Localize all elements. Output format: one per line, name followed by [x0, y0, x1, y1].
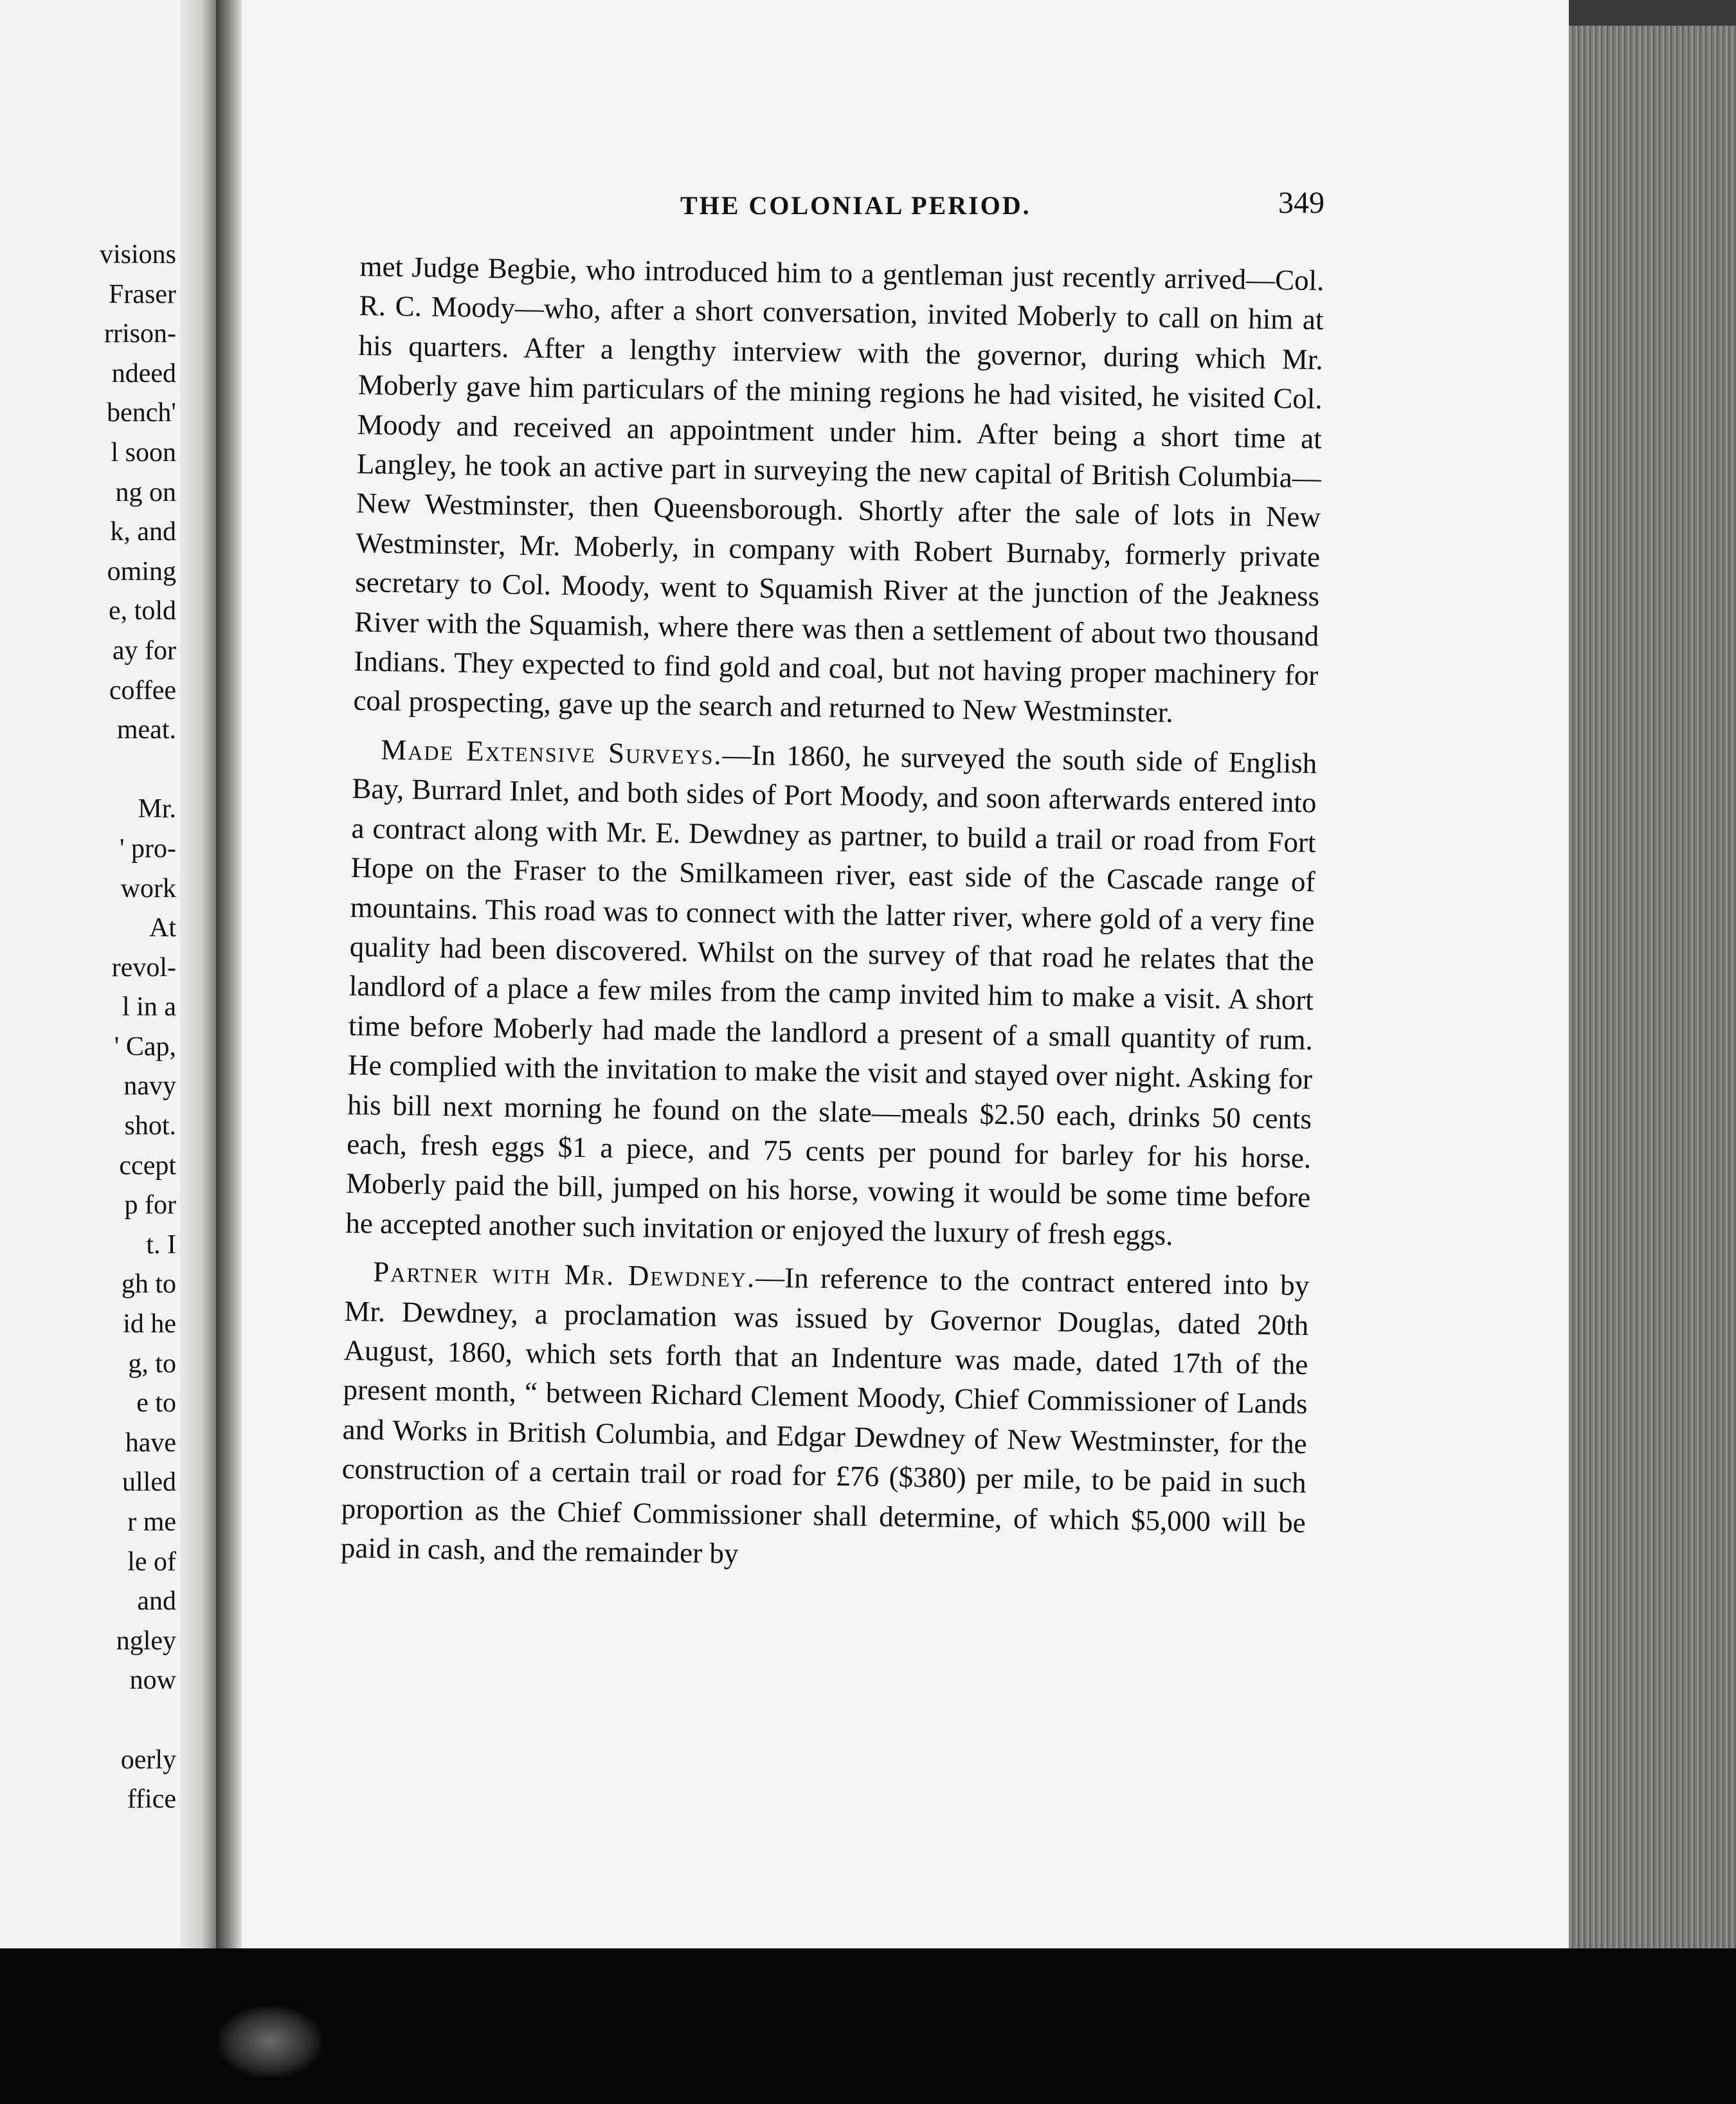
paragraph-partner-with-dewdney: [341, 1252, 1310, 1582]
page-number: 349: [1278, 186, 1325, 220]
previous-page-line: ulled: [122, 1467, 176, 1498]
previous-page-line: l soon: [111, 437, 176, 467]
paragraph-made-extensive-surveys: [345, 730, 1317, 1257]
previous-page-line: ngley: [116, 1626, 176, 1656]
previous-page-line: ndeed: [111, 358, 176, 388]
previous-page-line: oerly: [120, 1745, 176, 1775]
previous-page-line: p for: [124, 1190, 176, 1220]
previous-page-line: revol-: [111, 952, 176, 983]
previous-page-line: k, and: [110, 517, 176, 547]
previous-page-line: ccept: [119, 1150, 176, 1181]
previous-page-line: At: [149, 913, 176, 943]
previous-page-line: g, to: [128, 1348, 176, 1379]
previous-page-line: shot.: [124, 1111, 176, 1141]
previous-page-blank-line: [22, 750, 176, 790]
previous-page-line: e, told: [109, 596, 176, 626]
section-text-made-extensive-surveys: —In 1860, he surveyed the south side of English Bay, Burrard Inlet, and both sides of Port Moody, and soon afterwards entered into a contract along with Mr. E. Dewdney as partner, to build a trail or road from Fort Hope on the Fraser to the Smilkameen river, east side of the Cascade range of mountains. This road was to connect with the latter river, where gold of a very fine quality had been discovered. Whilst on the survey of that road he relates that the landlord of a place a few miles from the camp invited him to make a visit. A short time before Moberly had made the landlord a present of a small quantity of rum. He complied with the invitation to make the visit and stayed over night. Asking for his bill next morning he found on the slate—meals $2.50 each, drinks 50 cents each, fresh eggs $1 a piece, and 75 cents per pound for barley for his horse. Moberly paid the bill, jumped on his horse, vowing it would be some time before he accepted another such invitation or enjoyed the luxury of fresh eggs.: [345, 738, 1317, 1251]
previous-page-line: ffice: [127, 1784, 176, 1815]
previous-page-line: work: [120, 873, 176, 903]
previous-page-line: id he: [123, 1309, 176, 1339]
previous-page-blank-line: [22, 1701, 176, 1741]
previous-page-line: navy: [123, 1071, 176, 1102]
section-heading-partner-with-dewdney: Partner with Mr. Dewdney.: [372, 1255, 756, 1294]
previous-page-line: r me: [127, 1507, 176, 1537]
previous-page-fragment: [0, 0, 216, 1948]
previous-page-line: ' pro-: [119, 833, 176, 864]
previous-page-line: coffee: [109, 675, 176, 705]
previous-page-line: bench': [107, 398, 176, 428]
page-block-edges: [1569, 26, 1736, 1961]
previous-page-line: Mr.: [138, 794, 176, 824]
previous-page-line: e to: [136, 1388, 176, 1419]
page-body-text: [341, 247, 1325, 1582]
previous-page-line: ng on: [115, 477, 176, 507]
paragraph-continuation: met Judge Begbie, who introduced him to a gentleman just recently arrived—Col. R. C. Moody—who, after a short conversation, invited Moberly to call on him at his quarters. After a lengthy interview with the governor, during which Mr. Moberly gave him particulars of the mining regions he had visited, he visited Col. Moody and received an appointment under him. After being a short time at Langley, he took an active part in surveying the new capital of British Columbia—New Westminster, then Queensborough. Shortly after the sale of lots in New Westminster, Mr. Moberly, in company with Robert Burnaby, formerly private secretary to Col. Moody, went to Squamish River at the junction of the Jeakness River with the Squamish, where there was then a settlement of about two thousand Indians. They expected to find gold and coal, but not having proper machinery for coal prospecting, gave up the search and returned to New Westminster.: [353, 249, 1325, 729]
previous-page-text-column: [22, 235, 176, 1820]
previous-page-line: visions: [99, 240, 176, 269]
previous-page-line: Fraser: [109, 279, 176, 309]
running-header-title: THE COLONIAL PERIOD.: [680, 191, 1031, 220]
previous-page-line: meat.: [116, 715, 176, 745]
previous-page-line: now: [129, 1665, 176, 1696]
previous-page-line: le of: [127, 1546, 176, 1577]
left-page-gutter-shadow: [180, 0, 216, 1948]
previous-page-line: oming: [107, 556, 176, 586]
book-gutter-shadow: [216, 0, 242, 1948]
previous-page-line: and: [137, 1586, 176, 1617]
previous-page-line: l in a: [122, 992, 176, 1022]
section-heading-made-extensive-surveys: Made Extensive Surveys.: [381, 733, 723, 771]
page-block-top: [1569, 0, 1736, 26]
previous-page-line: ay for: [112, 635, 176, 666]
scan-smudge: [219, 2006, 321, 2077]
section-text-partner-with-dewdney: —In reference to the contract entered into by Mr. Dewdney, a proclamation was issued by Governor Douglas, dated 20th August, 1860, which sets forth that an Indenture was made, dated 17th of the present month, “ between Richard Clement Moody, Chief Commissioner of Lands and Works in British Columbia, and Edgar Dewdney of New Westminster, for the construction of a certain trail or road for £76 ($380) per mile, to be paid in such proportion as the Chief Commissioner shall determine, of which $5,000 will be paid in cash, and the remainder by: [340, 1261, 1310, 1570]
previous-page-line: ' Cap,: [114, 1031, 176, 1062]
previous-page-line: have: [125, 1428, 176, 1458]
previous-page-line: t. I: [146, 1229, 176, 1260]
previous-page-line: rrison-: [104, 319, 176, 349]
previous-page-line: gh to: [121, 1269, 176, 1300]
